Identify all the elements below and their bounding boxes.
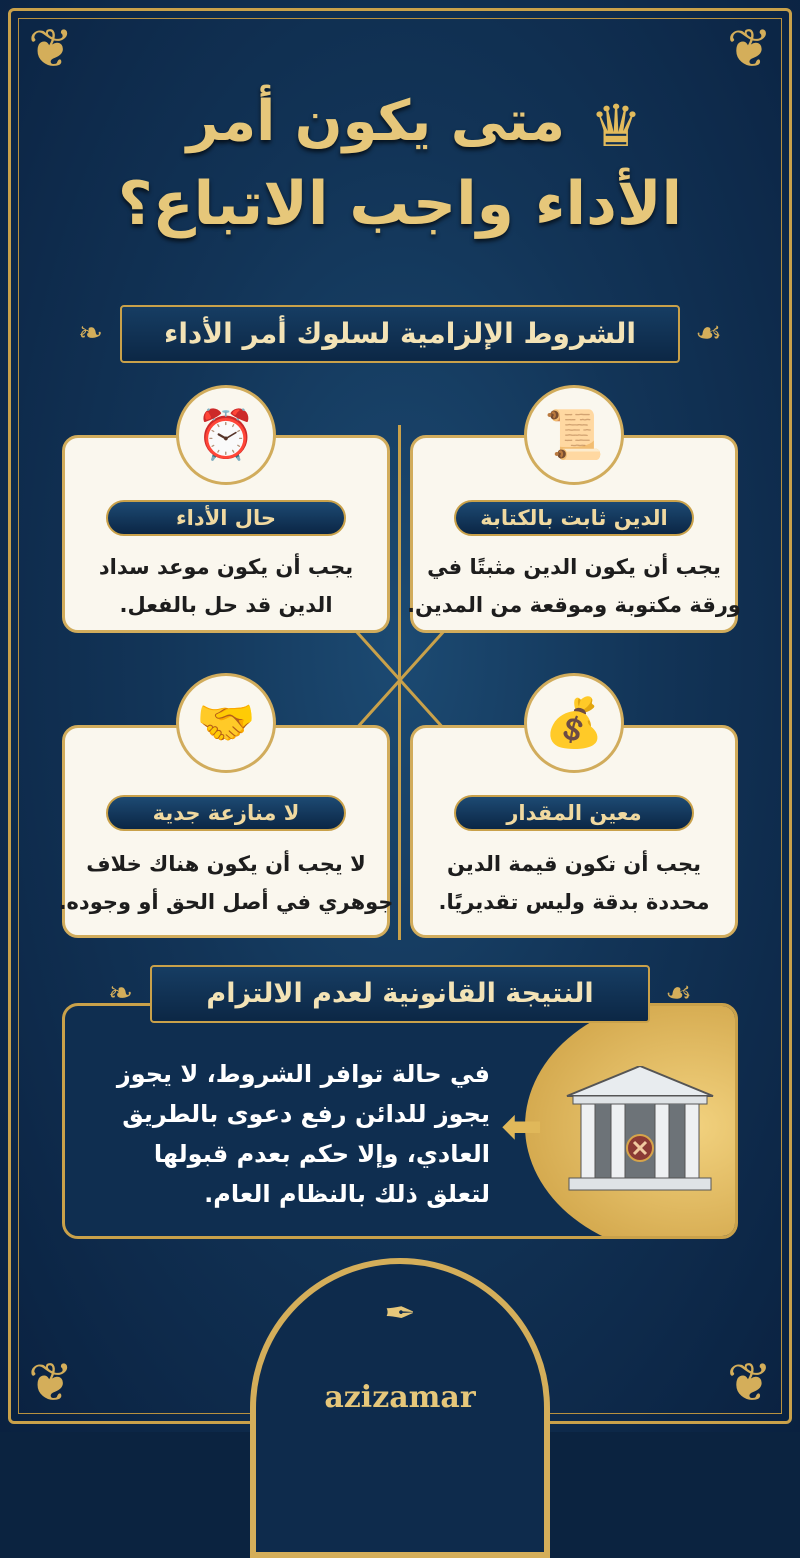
condition-text: لا يجب أن يكون هناك خلاف جوهري في أصل الحق أو وجوده. — [58, 852, 394, 914]
corner-ornament-icon: ❦ — [28, 1351, 74, 1414]
ornament-icon: ☙ — [665, 976, 692, 1011]
calligraphy-logo: ✒ — [384, 1291, 416, 1335]
title-line-1: متى يكون أمر — [186, 89, 565, 154]
ornament-icon: ❧ — [108, 976, 134, 1011]
cross-connector — [355, 630, 445, 730]
clock-calendar-icon: ⏰ — [176, 385, 276, 485]
courthouse-closed-icon — [565, 1066, 715, 1194]
condition-text: يجب أن تكون قيمة الدين محددة بدقة وليس تقديريًا. — [438, 852, 710, 914]
arrow-left-icon: ⬅ — [501, 1097, 543, 1155]
condition-text: يجب أن يكون الدين مثبتًا في ورقة مكتوبة وموقعة من المدين. — [407, 555, 741, 617]
condition-text: يجب أن يكون موعد سداد الدين قد حل بالفعل. — [98, 555, 354, 617]
result-box — [62, 1003, 738, 1239]
scroll-quill-icon: 📜 — [524, 385, 624, 485]
result-title: النتيجة القانونية لعدم الالتزام — [150, 965, 650, 1023]
brand-name: azizamar — [324, 1380, 476, 1415]
ornament-icon: ❧ — [78, 316, 104, 351]
section-subtitle: الشروط الإلزامية لسلوك أمر الأداء — [120, 305, 680, 363]
crown-icon: ♛ — [590, 92, 642, 160]
handshake-icon: 🤝 — [176, 673, 276, 773]
result-text: في حالة توافر الشروط، لا يجوز يجوز للدائن رفع دعوى بالطريق العادي، وإلا حكم بعدم قبولها لتعلق ذلك بالنظام العام. — [116, 1060, 490, 1208]
corner-ornament-icon: ❦ — [28, 17, 74, 80]
money-bags-icon: 💰 — [524, 673, 624, 773]
condition-label: حال الأداء — [106, 500, 346, 536]
condition-label: الدين ثابت بالكتابة — [454, 500, 694, 536]
corner-ornament-icon: ❦ — [726, 1351, 772, 1414]
title-line-2: الأداء واجب الاتباع؟ — [117, 169, 683, 239]
corner-ornament-icon: ❦ — [726, 17, 772, 80]
condition-label: لا منازعة جدية — [106, 795, 346, 831]
condition-label: معين المقدار — [454, 795, 694, 831]
ornament-icon: ☙ — [695, 316, 722, 351]
